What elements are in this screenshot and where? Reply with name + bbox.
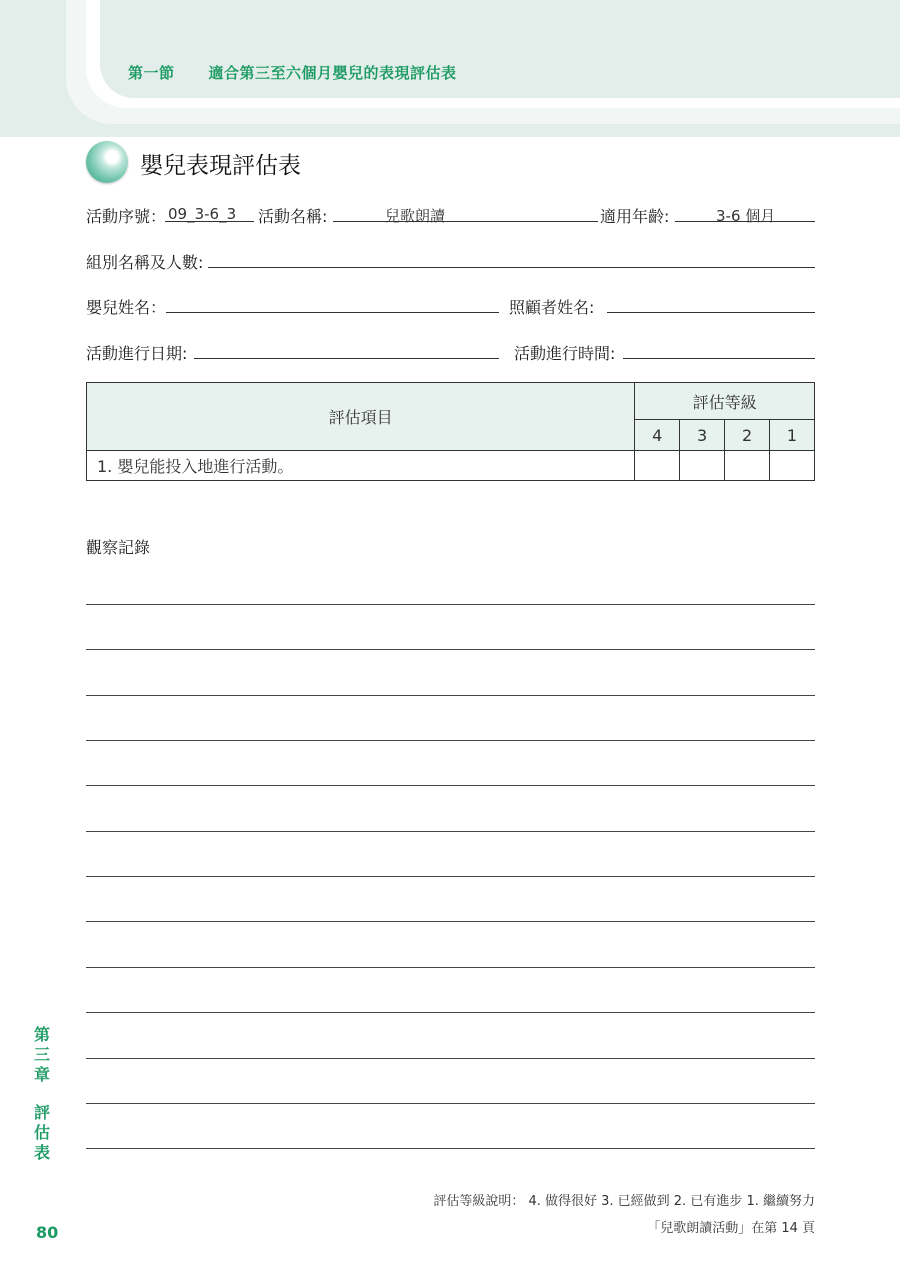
- grade-1-cell[interactable]: [770, 451, 815, 481]
- section-heading: [128, 62, 457, 83]
- chapter-char: 表: [33, 1143, 50, 1162]
- grade-legend: 評估等級說明： 4. 做得很好 3. 已經做到 2. 已有進步 1. 繼續努力: [433, 1194, 815, 1209]
- observation-line[interactable]: [86, 1012, 815, 1013]
- date-line[interactable]: [194, 358, 499, 359]
- grade-4-cell[interactable]: [635, 451, 680, 481]
- chapter-char: 第: [33, 1025, 50, 1044]
- grade-3-cell[interactable]: [680, 451, 725, 481]
- activity-name-label: 活動名稱:: [258, 207, 328, 226]
- age-value: 3-6 個月: [716, 207, 776, 225]
- item-text: 1. 嬰兒能投入地進行活動。: [87, 451, 635, 481]
- baby-name-line[interactable]: [166, 312, 499, 313]
- section-number: 第一節: [128, 64, 175, 82]
- bubble-icon: [86, 141, 128, 183]
- page-reference: 「兒歌朗讀活動」在第 14 頁: [647, 1221, 815, 1236]
- page-number: 80: [36, 1223, 59, 1242]
- grade-3-header: 3: [680, 420, 725, 451]
- chapter-char: 章: [33, 1065, 50, 1084]
- section-title: 適合第三至六個月嬰兒的表現評估表: [208, 64, 457, 82]
- time-line[interactable]: [623, 358, 815, 359]
- observation-line[interactable]: [86, 1058, 815, 1059]
- header-decoration-inner: [100, 0, 900, 98]
- activity-name-line: [333, 221, 598, 222]
- age-label: 適用年齡:: [600, 207, 670, 226]
- observation-line[interactable]: [86, 604, 815, 605]
- item-header: 評估項目: [87, 383, 635, 451]
- activity-name-value: 兒歌朗讀: [385, 207, 446, 225]
- chapter-char: 估: [33, 1123, 50, 1142]
- observation-line[interactable]: [86, 740, 815, 741]
- group-line[interactable]: [208, 267, 815, 268]
- table-row: [87, 451, 815, 481]
- grade-header: 評估等級: [635, 383, 815, 420]
- observation-line[interactable]: [86, 649, 815, 650]
- carer-name-line[interactable]: [607, 312, 815, 313]
- evaluation-table: [86, 382, 815, 481]
- carer-name-label: 照顧者姓名:: [509, 298, 595, 317]
- observation-line[interactable]: [86, 967, 815, 968]
- date-label: 活動進行日期:: [86, 344, 188, 363]
- grade-1-header: 1: [770, 420, 815, 451]
- group-label: 組別名稱及人數:: [86, 253, 204, 272]
- chapter-number: [30, 1025, 54, 1085]
- chapter-char: 評: [33, 1103, 50, 1122]
- chapter-topic: [30, 1103, 54, 1163]
- observation-line[interactable]: [86, 695, 815, 696]
- baby-name-label: 嬰兒姓名：: [86, 298, 167, 317]
- grade-2-cell[interactable]: [725, 451, 770, 481]
- chapter-char: 三: [33, 1045, 50, 1064]
- form-title: 嬰兒表現評估表: [140, 153, 301, 179]
- grade-4-header: 4: [635, 420, 680, 451]
- observation-line[interactable]: [86, 1103, 815, 1104]
- activity-no-label: 活動序號：: [86, 207, 167, 226]
- observation-line[interactable]: [86, 785, 815, 786]
- chapter-side-label: [30, 1025, 54, 1163]
- observation-line[interactable]: [86, 921, 815, 922]
- observation-line[interactable]: [86, 831, 815, 832]
- observation-line[interactable]: [86, 1148, 815, 1149]
- activity-no-value: 09_3-6_3: [168, 205, 237, 223]
- observation-line[interactable]: [86, 876, 815, 877]
- observation-label: 觀察記錄: [86, 538, 151, 557]
- grade-2-header: 2: [725, 420, 770, 451]
- time-label: 活動進行時間:: [514, 344, 616, 363]
